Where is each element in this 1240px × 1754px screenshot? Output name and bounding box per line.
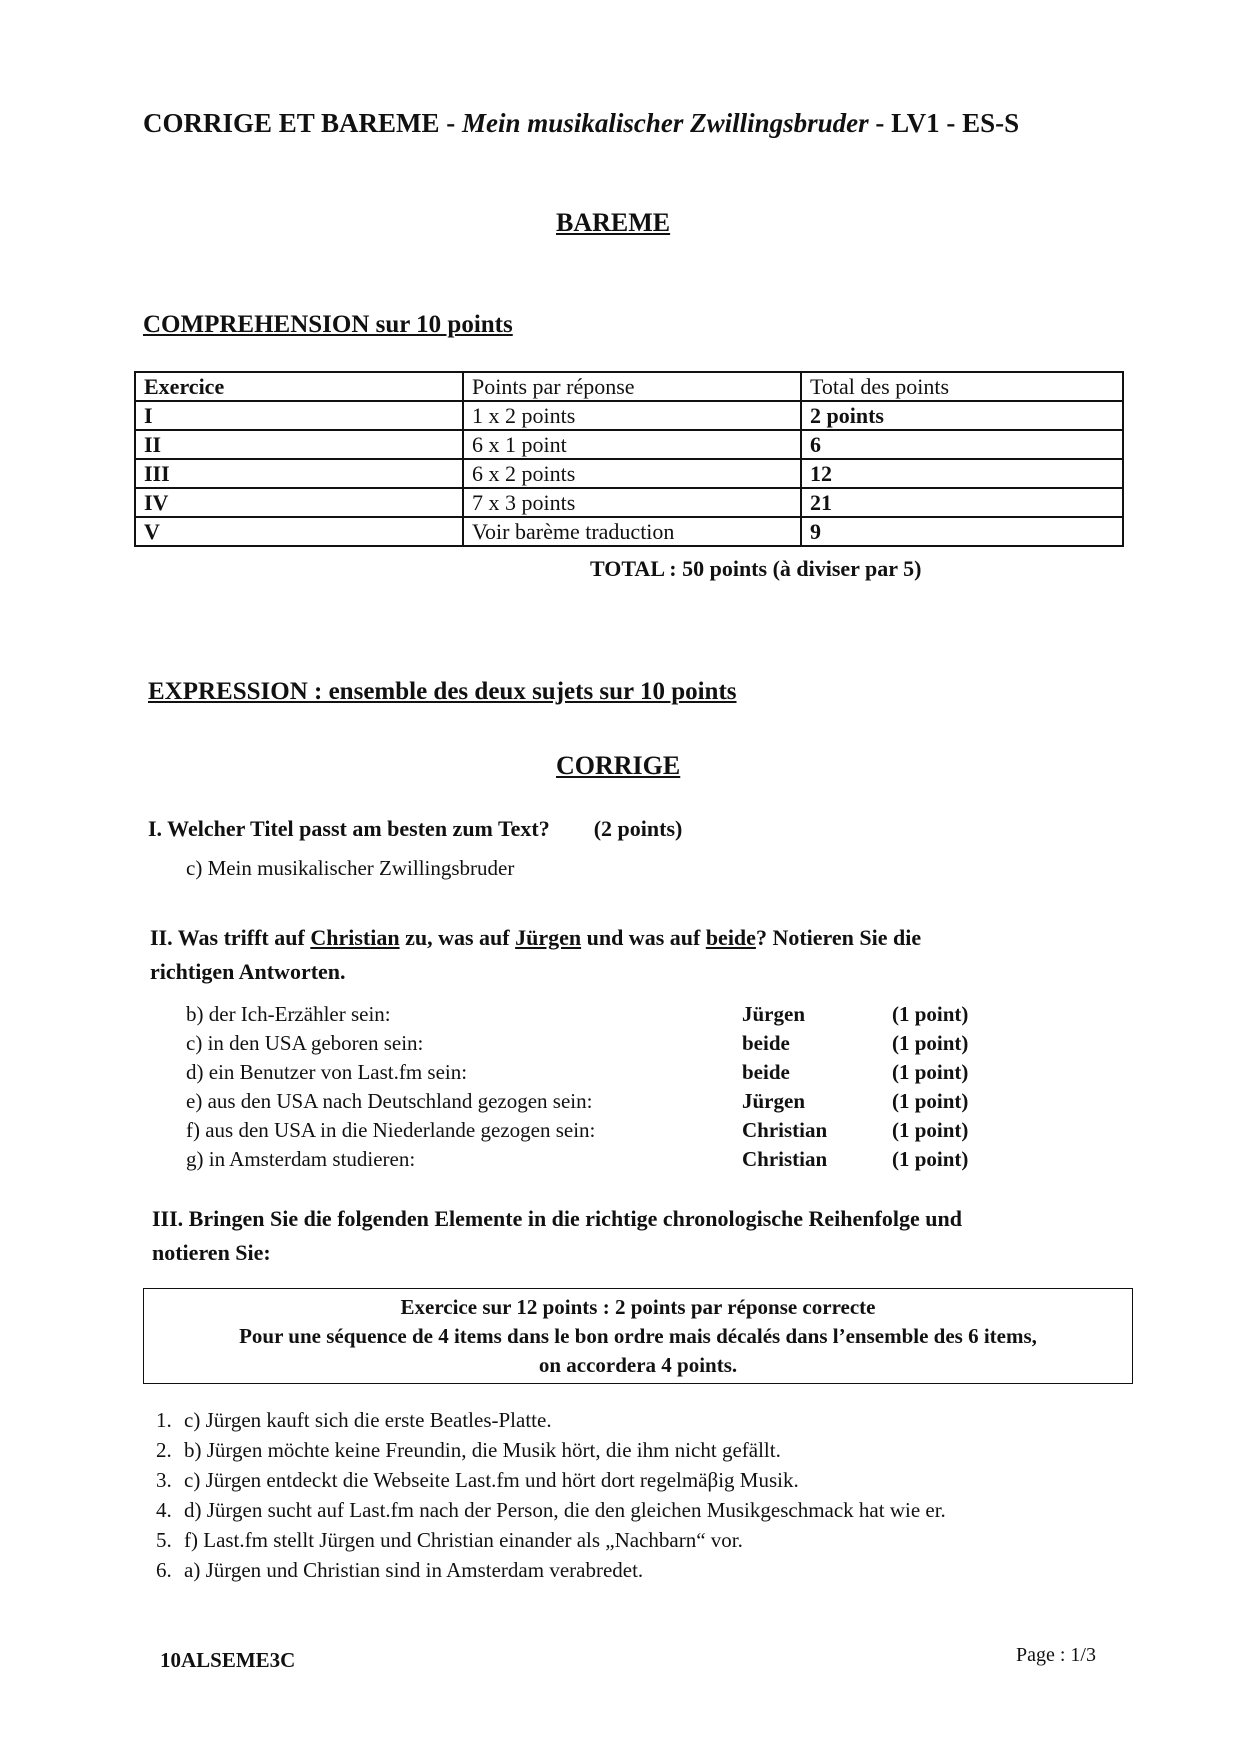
question-1-text: I. Welcher Titel passt am besten zum Text?	[148, 816, 550, 841]
sequence-list	[156, 1405, 946, 1585]
question-2-christian: Christian	[310, 925, 400, 950]
header-title: Mein musikalischer Zwillingsbruder	[462, 108, 869, 138]
question-2-beide: beide	[705, 925, 756, 950]
scoring-note-line: Pour une séquence de 4 items dans le bon ordre mais décalés dans l’ensemble des 6 items,	[239, 1324, 1037, 1348]
question-2-text: II. Was trifft auf	[150, 925, 311, 950]
question-2	[150, 921, 921, 989]
list-item	[156, 1465, 946, 1495]
answer-points: (1 point)	[892, 1002, 969, 1026]
table-cell: 1 x 2 points	[463, 401, 801, 430]
header-prefix: CORRIGE ET BAREME -	[143, 108, 463, 138]
answer-label: d) ein Benutzer von Last.fm sein:	[186, 1060, 468, 1084]
sequence-text: a) Jürgen und Christian sind in Amsterdam verabredet.	[184, 1558, 644, 1582]
list-item	[156, 1435, 946, 1465]
answer-points: (1 point)	[892, 1089, 969, 1113]
question-1-answer: c) Mein musikalischer Zwillingsbruder	[186, 856, 515, 880]
answer-person: Christian	[742, 1118, 828, 1142]
table-row	[135, 459, 1123, 488]
table-row	[135, 401, 1123, 430]
comprehension-heading: COMPREHENSION sur 10 points	[143, 311, 513, 338]
header-suffix: - LV1 - ES-S	[868, 108, 1020, 138]
sequence-number: 4.	[156, 1498, 172, 1522]
sequence-text: d) Jürgen sucht auf Last.fm nach der Person, die den gleichen Musikgeschmack hat wie er.	[184, 1498, 946, 1522]
sequence-number: 2.	[156, 1438, 172, 1462]
list-item	[156, 1525, 946, 1555]
corrige-heading: CORRIGE	[556, 751, 681, 780]
table-header-cell: Points par réponse	[463, 372, 801, 401]
table-row	[135, 517, 1123, 546]
table-header-row	[135, 372, 1123, 401]
bareme-heading: BAREME	[556, 208, 671, 237]
answer-points: (1 point)	[892, 1118, 969, 1142]
question-2-jurgen: Jürgen	[515, 925, 582, 950]
scoring-note-line: on accordera 4 points.	[538, 1353, 738, 1377]
sequence-text: c) Jürgen kauft sich die erste Beatles-Platte.	[184, 1408, 552, 1432]
bareme-table	[134, 371, 1124, 547]
table-cell: 21	[801, 488, 1123, 517]
answer-points: (1 point)	[892, 1147, 969, 1171]
sequence-text: b) Jürgen möchte keine Freundin, die Musik hört, die ihm nicht gefällt.	[184, 1438, 781, 1462]
question-1-points: (2 points)	[593, 816, 683, 841]
question-2-text: und was auf	[581, 925, 706, 950]
sequence-number: 6.	[156, 1558, 172, 1582]
sequence-number: 3.	[156, 1468, 172, 1492]
answer-label: b) der Ich-Erzähler sein:	[186, 1002, 391, 1026]
question-3	[152, 1202, 962, 1270]
answer-label: g) in Amsterdam studieren:	[186, 1147, 416, 1171]
scoring-note-box	[143, 1288, 1133, 1384]
sequence-text: c) Jürgen entdeckt die Webseite Last.fm und hört dort regelmäβig Musik.	[184, 1468, 799, 1492]
question-2-text: zu, was auf	[399, 925, 516, 950]
answer-label: f) aus den USA in die Niederlande gezogen sein:	[186, 1118, 596, 1142]
table-cell: 9	[801, 517, 1123, 546]
question-2-text: ? Notieren Sie die	[755, 925, 922, 950]
answer-label: e) aus den USA nach Deutschland gezogen sein:	[186, 1089, 593, 1113]
answer-label: c) in den USA geboren sein:	[186, 1031, 424, 1055]
document-header	[143, 108, 1019, 139]
table-cell: 12	[801, 459, 1123, 488]
question-3-line-1: III. Bringen Sie die folgenden Elemente in die richtige chronologische Reihenfolge und	[152, 1206, 962, 1231]
table-cell: III	[135, 459, 463, 488]
list-item	[156, 1495, 946, 1525]
question-3-line-2: notieren Sie:	[152, 1240, 271, 1265]
table-cell: IV	[135, 488, 463, 517]
answer-points: (1 point)	[892, 1031, 969, 1055]
answer-person: beide	[742, 1060, 790, 1084]
answer-person: Jürgen	[742, 1002, 805, 1026]
sequence-text: f) Last.fm stellt Jürgen und Christian einander als „Nachbarn“ vor.	[184, 1528, 743, 1552]
table-cell: 6 x 2 points	[463, 459, 801, 488]
answer-person: Jürgen	[742, 1089, 805, 1113]
question-2-line-1	[150, 921, 921, 955]
footer-code: 10ALSEME3C	[160, 1648, 296, 1672]
answer-points: (1 point)	[892, 1060, 969, 1084]
question-2-line-2: richtigen Antworten.	[150, 959, 346, 984]
table-cell: 2 points	[801, 401, 1123, 430]
sequence-number: 1.	[156, 1408, 172, 1432]
table-cell: Voir barème traduction	[463, 517, 801, 546]
answer-person: beide	[742, 1031, 790, 1055]
sequence-number: 5.	[156, 1528, 172, 1552]
table-cell: 7 x 3 points	[463, 488, 801, 517]
table-row	[135, 430, 1123, 459]
table-cell: 6	[801, 430, 1123, 459]
question-1	[148, 812, 682, 846]
expression-heading: EXPRESSION : ensemble des deux sujets sur 10 points	[148, 678, 737, 705]
table-cell: 6 x 1 point	[463, 430, 801, 459]
total-points: TOTAL : 50 points (à diviser par 5)	[590, 556, 922, 581]
table-cell: II	[135, 430, 463, 459]
page-number: Page : 1/3	[1016, 1644, 1096, 1666]
table-header-cell: Total des points	[801, 372, 1123, 401]
table-header-cell: Exercice	[135, 372, 463, 401]
table-cell: I	[135, 401, 463, 430]
table-cell: V	[135, 517, 463, 546]
list-item	[156, 1405, 946, 1435]
table-row	[135, 488, 1123, 517]
list-item	[156, 1555, 946, 1585]
scoring-note-line: Exercice sur 12 points : 2 points par réponse correcte	[400, 1295, 876, 1319]
answer-person: Christian	[742, 1147, 828, 1171]
